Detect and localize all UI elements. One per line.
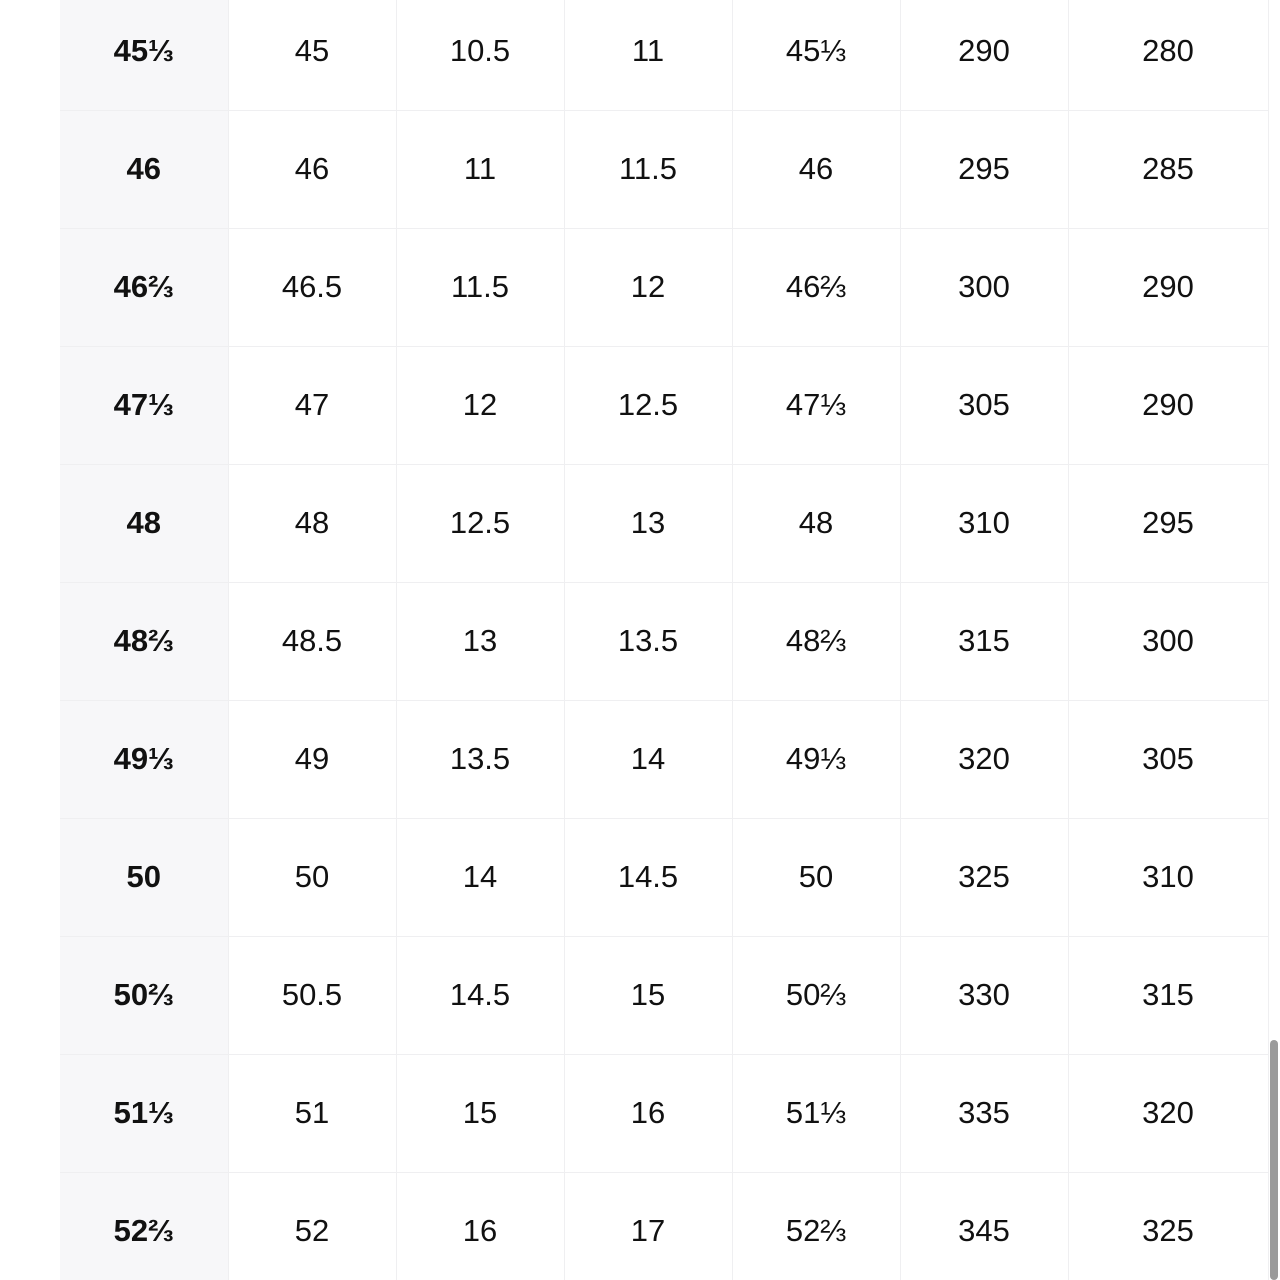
table-cell: 17 <box>564 1172 732 1280</box>
table-cell: 12.5 <box>396 464 564 582</box>
table-cell: 12 <box>564 228 732 346</box>
table-cell: 52 <box>228 1172 396 1280</box>
table-cell: 49 <box>228 700 396 818</box>
table-row <box>60 936 1268 1054</box>
table-row <box>60 700 1268 818</box>
row-header-cell: 48 <box>60 464 228 582</box>
table-cell: 51⅓ <box>732 1054 900 1172</box>
table-cell: 46.5 <box>228 228 396 346</box>
table-cell: 14.5 <box>396 936 564 1054</box>
table-row <box>60 582 1268 700</box>
row-header-cell: 50⅔ <box>60 936 228 1054</box>
table-cell: 52⅔ <box>732 1172 900 1280</box>
table-cell: 47⅓ <box>732 346 900 464</box>
row-header-cell: 47⅓ <box>60 346 228 464</box>
table-cell: 320 <box>1068 1054 1268 1172</box>
table-cell: 295 <box>900 110 1068 228</box>
table-cell: 45⅓ <box>732 0 900 110</box>
table-cell: 11.5 <box>564 110 732 228</box>
row-header-cell: 49⅓ <box>60 700 228 818</box>
table-row <box>60 1054 1268 1172</box>
table-cell: 12 <box>396 346 564 464</box>
table-body <box>60 0 1268 1280</box>
table-cell: 49⅓ <box>732 700 900 818</box>
table-cell: 50⅔ <box>732 936 900 1054</box>
table-cell: 13 <box>396 582 564 700</box>
table-cell: 300 <box>900 228 1068 346</box>
table-cell: 295 <box>1068 464 1268 582</box>
table-cell: 305 <box>900 346 1068 464</box>
table-cell: 50 <box>228 818 396 936</box>
table-cell: 48 <box>732 464 900 582</box>
table-cell: 11.5 <box>396 228 564 346</box>
row-header-cell: 46 <box>60 110 228 228</box>
scrollbar-thumb[interactable] <box>1270 1040 1278 1280</box>
table-cell: 11 <box>564 0 732 110</box>
table-cell: 325 <box>1068 1172 1268 1280</box>
table-cell: 290 <box>1068 346 1268 464</box>
table-cell: 335 <box>900 1054 1068 1172</box>
table-cell: 12.5 <box>564 346 732 464</box>
table-cell: 285 <box>1068 110 1268 228</box>
table-row <box>60 110 1268 228</box>
table-row <box>60 1172 1268 1280</box>
table-cell: 280 <box>1068 0 1268 110</box>
table-cell: 330 <box>900 936 1068 1054</box>
table-cell: 14 <box>564 700 732 818</box>
size-conversion-table <box>60 0 1269 1280</box>
table-cell: 48.5 <box>228 582 396 700</box>
table-cell: 13 <box>564 464 732 582</box>
table-cell: 50 <box>732 818 900 936</box>
row-header-cell: 50 <box>60 818 228 936</box>
table-cell: 11 <box>396 110 564 228</box>
table-cell: 290 <box>900 0 1068 110</box>
table-cell: 13.5 <box>564 582 732 700</box>
row-header-cell: 52⅔ <box>60 1172 228 1280</box>
table-cell: 16 <box>396 1172 564 1280</box>
table-cell: 46 <box>732 110 900 228</box>
table-cell: 46 <box>228 110 396 228</box>
table-cell: 305 <box>1068 700 1268 818</box>
table-cell: 320 <box>900 700 1068 818</box>
table-cell: 48 <box>228 464 396 582</box>
table-row <box>60 228 1268 346</box>
table-cell: 47 <box>228 346 396 464</box>
table-cell: 46⅔ <box>732 228 900 346</box>
table-row <box>60 0 1268 110</box>
vertical-scrollbar[interactable] <box>1266 0 1280 1280</box>
row-header-cell: 45⅓ <box>60 0 228 110</box>
table-cell: 325 <box>900 818 1068 936</box>
table-cell: 345 <box>900 1172 1068 1280</box>
table-cell: 51 <box>228 1054 396 1172</box>
table-cell: 300 <box>1068 582 1268 700</box>
table-cell: 290 <box>1068 228 1268 346</box>
table-cell: 310 <box>1068 818 1268 936</box>
table-cell: 50.5 <box>228 936 396 1054</box>
table-cell: 13.5 <box>396 700 564 818</box>
table-cell: 15 <box>564 936 732 1054</box>
table-cell: 14.5 <box>564 818 732 936</box>
table-cell: 315 <box>1068 936 1268 1054</box>
row-header-cell: 48⅔ <box>60 582 228 700</box>
table-cell: 15 <box>396 1054 564 1172</box>
table-cell: 45 <box>228 0 396 110</box>
table-cell: 48⅔ <box>732 582 900 700</box>
table-row <box>60 818 1268 936</box>
table-cell: 10.5 <box>396 0 564 110</box>
table-cell: 310 <box>900 464 1068 582</box>
table-cell: 16 <box>564 1054 732 1172</box>
table-row <box>60 464 1268 582</box>
table-cell: 14 <box>396 818 564 936</box>
row-header-cell: 51⅓ <box>60 1054 228 1172</box>
table-cell: 315 <box>900 582 1068 700</box>
table-row <box>60 346 1268 464</box>
row-header-cell: 46⅔ <box>60 228 228 346</box>
